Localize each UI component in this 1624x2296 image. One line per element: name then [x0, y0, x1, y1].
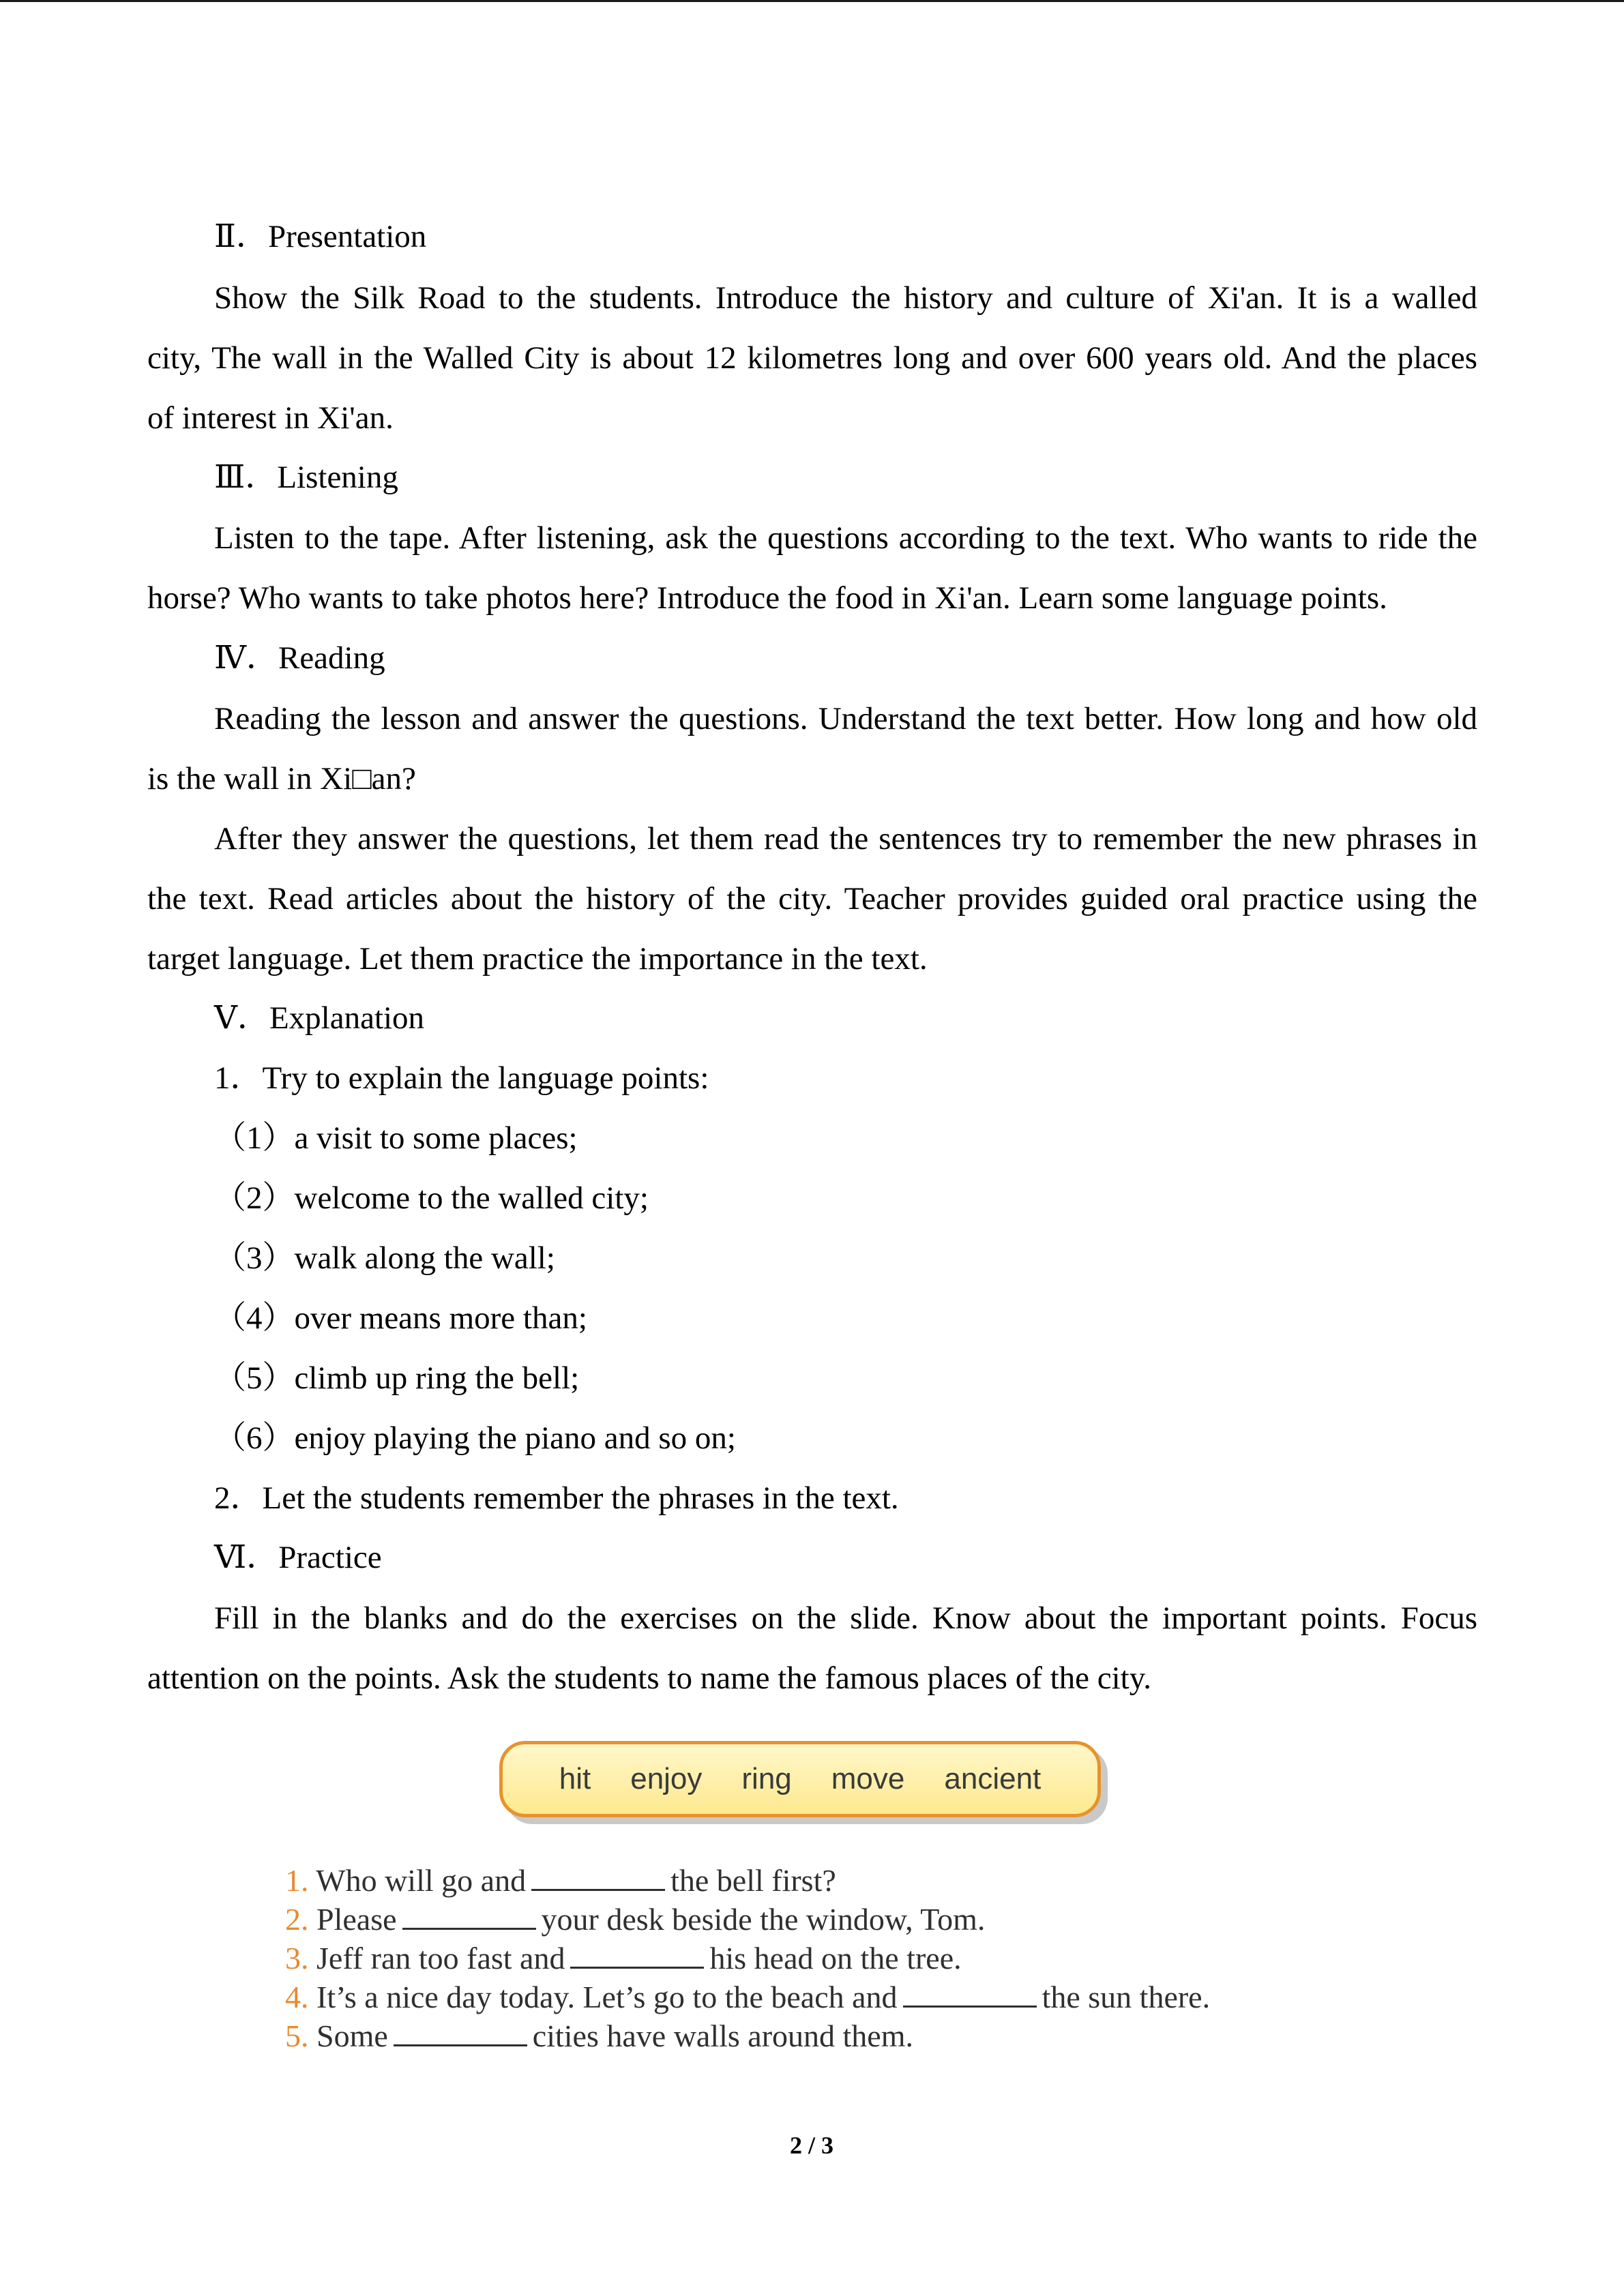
word-bank-word: ancient: [944, 1762, 1042, 1795]
section-number: Ⅳ．: [214, 640, 278, 676]
answer-blank[interactable]: [570, 1941, 704, 1969]
language-point-item: （2）welcome to the walled city;: [214, 1180, 649, 1216]
language-point-item: （1）a visit to some places;: [214, 1120, 578, 1156]
word-bank: [499, 1741, 1101, 1817]
exercise-text: Who will go and: [316, 1863, 527, 1898]
paragraph-line: horse? Who wants to take photos here? Introduce the food in Xi'an. Learn some language points.: [147, 580, 1387, 616]
paragraph-line: is the wall in Xi□an?: [147, 761, 416, 796]
language-point-item: （6）enjoy playing the piano and so on;: [214, 1420, 736, 1456]
exercise-text: your desk beside the window, Tom.: [541, 1902, 986, 1937]
exercise-text: Please: [316, 1902, 397, 1937]
word-bank-word: enjoy: [630, 1762, 703, 1795]
exercise-number: 2.: [285, 1902, 309, 1937]
answer-blank[interactable]: [394, 2018, 527, 2046]
exercise-item: [285, 1900, 985, 1939]
exercise-text: cities have walls around them.: [532, 2018, 914, 2053]
section-number: Ⅴ．: [214, 1000, 269, 1036]
section-heading-explanation: [214, 998, 424, 1039]
section-heading-reading: [214, 638, 385, 679]
exercise-figure: [225, 1718, 1289, 2073]
language-point-item: （5）climb up ring the bell;: [214, 1360, 580, 1396]
paragraph-line: attention on the points. Ask the students to name the famous places of the city.: [147, 1660, 1151, 1696]
exercise-number: 5.: [285, 2018, 309, 2053]
exercise-number: 4.: [285, 1980, 309, 2014]
section-heading-presentation: [214, 216, 426, 257]
page-number: 2 / 3: [789, 2132, 833, 2159]
answer-blank[interactable]: [402, 1902, 536, 1930]
explanation-point: 2．Let the students remember the phrases in the text.: [214, 1480, 899, 1516]
exercise-text: It’s a nice day today. Let’s go to the beach and: [316, 1980, 898, 2014]
paragraph-line: Fill in the blanks and do the exercises on the slide. Know about the important points. Focus: [214, 1600, 1477, 1636]
language-point-item: （4）over means more than;: [214, 1300, 587, 1336]
section-title: Explanation: [269, 1000, 425, 1036]
section-title: Presentation: [267, 219, 427, 254]
exercise-text: the sun there.: [1042, 1980, 1211, 2014]
paragraph-line: Reading the lesson and answer the questions. Understand the text better. How long and how old: [214, 701, 1477, 736]
exercise-text: Jeff ran too fast and: [316, 1941, 565, 1976]
exercise-number: 1.: [285, 1863, 309, 1898]
section-heading-listening: [214, 457, 398, 498]
exercise-text: Some: [316, 2018, 388, 2053]
exercise-item: [285, 1939, 962, 1978]
answer-blank[interactable]: [531, 1863, 665, 1891]
exercise-item: [285, 1978, 1210, 2016]
paragraph-line: After they answer the questions, let them read the sentences try to remember the new phrases in: [214, 821, 1477, 856]
paragraph-line: city, The wall in the Walled City is about 12 kilometres long and over 600 years old. And the places: [147, 340, 1477, 376]
section-number: Ⅲ．: [214, 460, 278, 495]
explanation-point: 1．Try to explain the language points:: [214, 1060, 709, 1096]
section-title: Practice: [278, 1540, 382, 1575]
section-heading-practice: [214, 1537, 382, 1578]
paragraph-line: of interest in Xi'an.: [147, 400, 394, 436]
paragraph-line: the text. Read articles about the history of the city. Teacher provides guided oral practice using the: [147, 881, 1477, 916]
section-number: Ⅱ．: [214, 219, 268, 254]
exercise-text: his head on the tree.: [709, 1941, 962, 1976]
section-number: Ⅵ．: [214, 1540, 279, 1575]
exercise-item: [285, 1862, 836, 1900]
paragraph-line: Show the Silk Road to the students. Introduce the history and culture of Xi'an. It is a walled: [214, 280, 1477, 316]
word-bank-word: move: [831, 1762, 905, 1795]
section-title: Reading: [278, 640, 385, 676]
word-bank-word: hit: [559, 1762, 591, 1795]
paragraph-line: target language. Let them practice the importance in the text.: [147, 941, 928, 976]
language-point-item: （3）walk along the wall;: [214, 1240, 555, 1276]
exercise-number: 3.: [285, 1941, 309, 1976]
exercise-item: [285, 2017, 913, 2055]
paragraph-line: Listen to the tape. After listening, ask the questions according to the text. Who wants to ride the: [214, 520, 1477, 556]
section-title: Listening: [277, 460, 398, 495]
answer-blank[interactable]: [903, 1980, 1037, 2008]
word-bank-word: ring: [741, 1762, 792, 1795]
exercise-text: the bell first?: [670, 1863, 836, 1898]
